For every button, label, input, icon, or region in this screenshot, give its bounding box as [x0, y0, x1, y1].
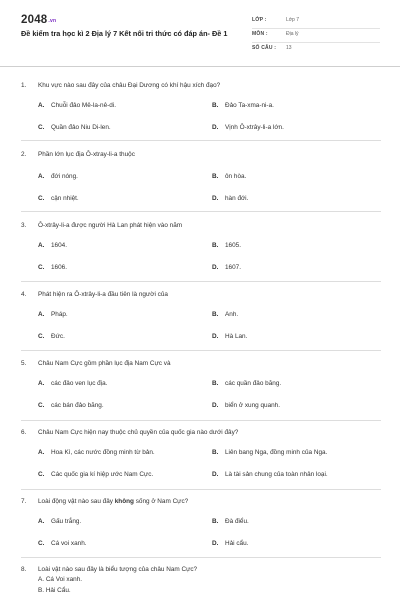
question-number: 6.: [21, 429, 27, 436]
meta-subject: [252, 29, 380, 43]
option-letter: A.: [38, 380, 45, 387]
option-letter: A.: [38, 311, 45, 318]
option-b[interactable]: [212, 379, 281, 388]
option-text: Quần đảo Niu Di-len.: [51, 124, 111, 131]
option-text: Đảo Ta-xma-ni-a.: [225, 102, 274, 109]
option-letter: C.: [38, 540, 45, 547]
question-stem: Châu Nam Cực hiện nay thuộc chủ quyền của quốc gia nào dưới đây?: [38, 429, 239, 436]
question-number: 3.: [21, 222, 27, 229]
question-number: 5.: [21, 360, 27, 367]
option-b[interactable]: [212, 310, 238, 319]
option-c[interactable]: [38, 263, 67, 272]
option-letter: D.: [212, 333, 219, 340]
option-text: đới nóng.: [51, 173, 78, 180]
option-text: hàn đới.: [225, 195, 249, 202]
exam-header: [0, 0, 400, 67]
option-c[interactable]: [38, 194, 79, 203]
option-d[interactable]: [212, 263, 241, 272]
question-divider: [21, 489, 381, 490]
option-letter: D.: [212, 264, 219, 271]
meta-class: [252, 15, 380, 29]
question-text: [21, 497, 381, 506]
option-d[interactable]: [212, 123, 284, 132]
option-letter: B.: [212, 173, 219, 180]
question-divider: [21, 557, 381, 558]
question-divider: [21, 211, 381, 212]
option-text: Hải cẩu.: [225, 540, 249, 547]
option-line-b[interactable]: B. Hải Cẩu.: [38, 587, 71, 594]
option-text: Các quốc gia kí hiệp ước Nam Cực.: [51, 471, 154, 478]
option-letter: A.: [38, 102, 45, 109]
question-stem: Phần lớn lục địa Ô-xtray-li-a thuộc: [38, 151, 135, 158]
question-stem-before: Loài động vật nào sau đây: [38, 498, 115, 505]
option-text: Đà điểu.: [225, 518, 249, 525]
site-logo[interactable]: [21, 14, 56, 26]
question-number: 1.: [21, 82, 27, 89]
question-divider: [21, 281, 381, 282]
option-text: các đảo ven lục địa.: [51, 380, 108, 387]
option-b[interactable]: [212, 448, 327, 457]
option-text: Anh.: [225, 311, 239, 318]
option-text: biển ở xung quanh.: [225, 402, 281, 409]
question-stem: Châu Nam Cực gồm phần lục địa Nam Cực và: [38, 360, 171, 367]
logo-main: 2048: [21, 14, 48, 26]
option-letter: A.: [38, 518, 45, 525]
question-stem: Ô-xtrây-li-a được người Hà Lan phát hiện vào năm: [38, 222, 183, 229]
option-text: 1607.: [225, 264, 241, 271]
question-stem: Phát hiện ra Ô-xtrây-li-a đầu tiên là người của: [38, 291, 168, 298]
option-letter: C.: [38, 124, 45, 131]
option-letter: B.: [212, 449, 219, 456]
option-d[interactable]: [212, 401, 280, 410]
option-letter: D.: [212, 540, 219, 547]
option-letter: B.: [212, 102, 219, 109]
option-text: Gấu trắng.: [51, 518, 82, 525]
option-c[interactable]: [38, 401, 104, 410]
question-text: [21, 565, 381, 574]
page-title: Đề kiểm tra học kì 2 Địa lý 7 Kết nối tri thức có đáp án- Đề 1: [21, 29, 228, 38]
option-text: ôn hòa.: [225, 173, 247, 180]
option-letter: A.: [38, 242, 45, 249]
question-stem-after: sống ở Nam Cực?: [133, 498, 189, 505]
option-text: 1606.: [51, 264, 67, 271]
meta-count: [252, 43, 380, 57]
option-letter: C.: [38, 333, 45, 340]
question-text: [21, 290, 381, 299]
meta-class-label: LỚP :: [252, 17, 267, 23]
option-d[interactable]: [212, 194, 248, 203]
option-text: Là tài sản chung của toàn nhân loại.: [225, 471, 328, 478]
option-d[interactable]: [212, 470, 328, 479]
option-a[interactable]: [38, 517, 81, 526]
option-text: Vịnh Ô-xtrây-li-a lớn.: [225, 124, 284, 131]
option-c[interactable]: [38, 123, 111, 132]
question-number: 4.: [21, 291, 27, 298]
option-a[interactable]: [38, 310, 68, 319]
option-d[interactable]: [212, 332, 247, 341]
option-b[interactable]: [212, 101, 274, 110]
option-text: Hoa Kì, các nước đồng minh từ bản.: [51, 449, 155, 456]
option-text: cận nhiệt.: [51, 195, 79, 202]
option-text: Hà Lan.: [225, 333, 248, 340]
question-text: [21, 221, 381, 230]
meta-count-label: SỐ CÂU :: [252, 45, 277, 51]
question-stem: Loài vật nào sau đây là biểu tượng của châu Nam Cực?: [38, 566, 198, 573]
logo-suffix: .vn: [48, 18, 57, 24]
option-letter: A.: [38, 173, 45, 180]
question-stem-emphasis: không: [114, 498, 134, 505]
option-d[interactable]: [212, 539, 248, 548]
meta-subject-label: MÔN :: [252, 31, 268, 37]
option-a[interactable]: [38, 448, 155, 457]
option-a[interactable]: [38, 241, 67, 250]
option-text: Pháp.: [51, 311, 68, 318]
option-text: Đức.: [51, 333, 65, 340]
option-letter: B.: [212, 311, 219, 318]
option-text: Cá voi xanh.: [51, 540, 87, 547]
option-b[interactable]: [212, 241, 241, 250]
meta-count-value: 13: [286, 45, 292, 51]
question-number: 7.: [21, 498, 27, 505]
question-divider: [21, 350, 381, 351]
question-divider: [21, 140, 381, 141]
option-letter: D.: [212, 124, 219, 131]
option-text: các quần đảo băng.: [225, 380, 282, 387]
option-text: 1605.: [225, 242, 241, 249]
option-letter: C.: [38, 195, 45, 202]
question-stem: Khu vực nào sau đây của châu Đại Dương có khí hậu xích đạo?: [38, 82, 221, 89]
question-number: 2.: [21, 151, 27, 158]
option-c[interactable]: [38, 332, 65, 341]
option-letter: B.: [212, 242, 219, 249]
option-letter: B.: [212, 380, 219, 387]
option-text: Chuỗi đảo Mê-la-nê-di.: [51, 102, 117, 109]
option-letter: B.: [212, 518, 219, 525]
option-letter: C.: [38, 402, 45, 409]
option-letter: D.: [212, 402, 219, 409]
meta-class-value: Lớp 7: [286, 17, 300, 23]
option-c[interactable]: [38, 539, 87, 548]
question-number: 8.: [21, 566, 27, 573]
option-line-a[interactable]: A. Cá Voi xanh.: [38, 576, 83, 583]
option-a[interactable]: [38, 172, 78, 181]
option-letter: A.: [38, 449, 45, 456]
option-letter: C.: [38, 471, 45, 478]
option-b[interactable]: [212, 172, 246, 181]
question-text: [21, 359, 381, 368]
question-divider: [21, 420, 381, 421]
option-text: các bán đảo băng.: [51, 402, 104, 409]
option-text: Liên bang Nga, đồng minh của Nga.: [225, 449, 328, 456]
question-text: [21, 428, 381, 437]
question-text: [21, 81, 381, 90]
option-a[interactable]: [38, 379, 108, 388]
option-a[interactable]: [38, 101, 116, 110]
option-text: 1604.: [51, 242, 67, 249]
question-text: [21, 150, 381, 159]
option-letter: C.: [38, 264, 45, 271]
meta-subject-value: Địa lý: [286, 31, 299, 37]
option-b[interactable]: [212, 517, 249, 526]
option-letter: D.: [212, 195, 219, 202]
option-c[interactable]: [38, 470, 153, 479]
option-letter: D.: [212, 471, 219, 478]
